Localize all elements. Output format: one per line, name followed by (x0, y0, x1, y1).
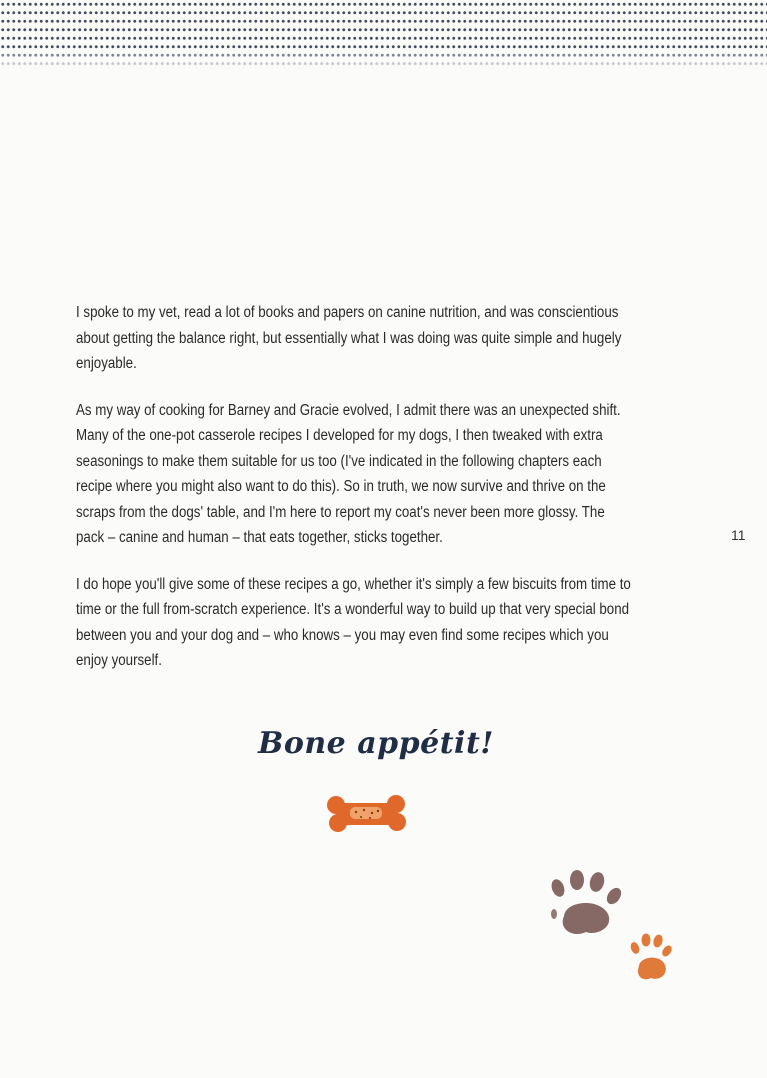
bone-biscuit-icon (326, 792, 408, 838)
body-text (76, 300, 636, 695)
sign-off-heading: Bone appétit! (258, 726, 494, 761)
paw-print-icon (544, 870, 628, 942)
page-number: 11 (731, 527, 746, 543)
paragraph: I do hope you'll give some of these recipes a go, whether it's simply a few biscuits from time to time or the full from-scratch experience. It's a wonderful way to build up that very special bond between you and your dog and – who knows – you may even find some recipes which you enjoy yourself. (76, 575, 631, 669)
paw-print-icon (627, 932, 675, 984)
paragraph: I spoke to my vet, read a lot of books and papers on canine nutrition, and was conscientious about getting the balance right, but essentially what I was doing was quite simple and hugely enjoyable. (76, 304, 622, 372)
paragraph: As my way of cooking for Barney and Gracie evolved, I admit there was an unexpected shift. Many of the one-pot casserole recipes I developed for my dogs, I then tweaked with extra seasonings to make them suitable for us too (I've indicated in the following chapters each recipe where you might also want to do this). So in truth, we now survive and thrive on the scraps from the dogs' table, and I'm here to report my coat's never been more glossy. The pack – canine and human – that eats together, sticks together. (76, 401, 621, 546)
dot-pattern-fade (0, 48, 767, 68)
